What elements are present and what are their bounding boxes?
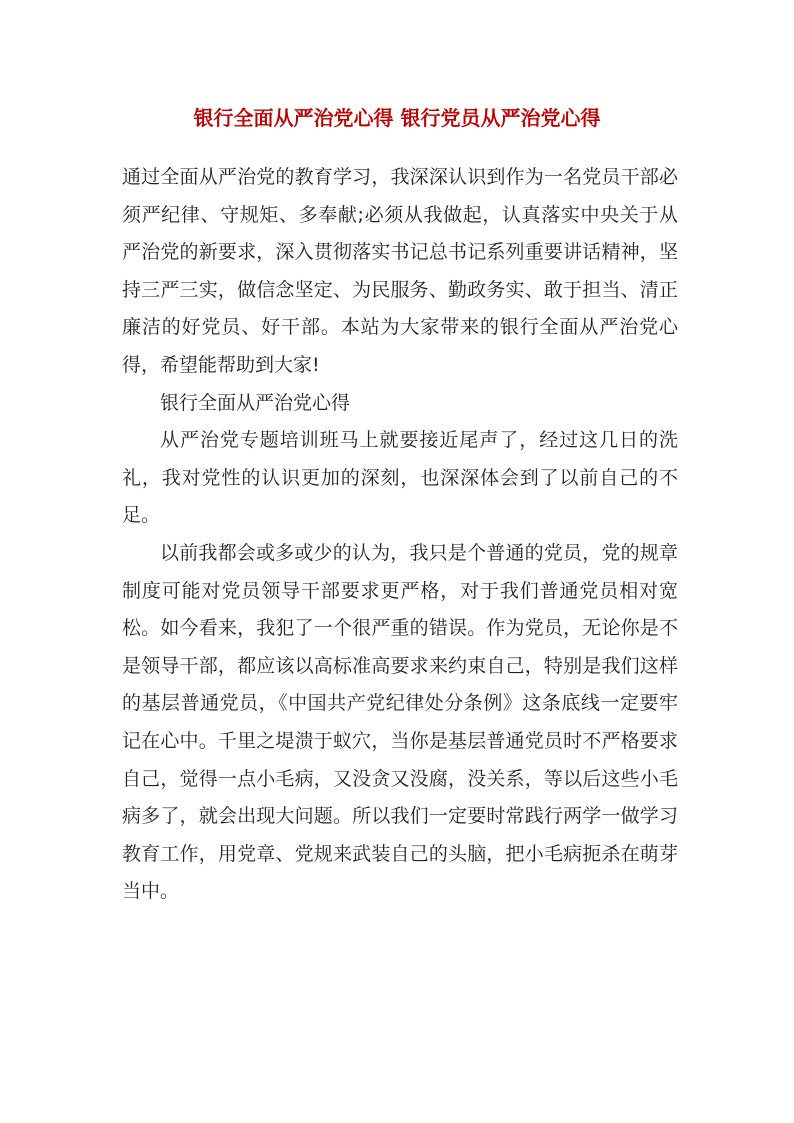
document-title: 银行全面从严治党心得 银行党员从严治党心得: [193, 106, 601, 130]
document-body: [122, 159, 678, 911]
body-paragraph: 以前我都会或多或少的认为，我只是个普通的党员，党的规章制度可能对党员领导干部要求更严格，对于我们普通党员相对宽松。如今看来，我犯了一个很严重的错误。作为党员，无论你是不是领导干部，都应该以高标准高要求来约束自己，特别是我们这样的基层普通党员，《中国共产党纪律处分条例》这条底线一定要牢记在心中。千里之堤溃于蚁穴，当你是基层普通党员时不严格要求自己，觉得一点小毛病，又没贪又没腐，没关系，等以后这些小毛病多了，就会出现大问题。所以我们一定要时常践行两学一做学习教育工作，用党章、党规来武装自己的头脑，把小毛病扼杀在萌芽当中。: [122, 541, 678, 903]
section-heading: 银行全面从严治党心得: [160, 391, 351, 414]
intro-paragraph: 通过全面从严治党的教育学习，我深深认识到作为一名党员干部必须严纪律、守规矩、多奉献;必须从我做起，认真落实中央关于从严治党的新要求，深入贯彻落实书记总书记系列重要讲话精神，坚持三严三实，做信念坚定、为民服务、勤政务实、敢于担当、清正廉洁的好党员、好干部。本站为大家带来的银行全面从严治党心得，希望能帮助到大家!: [122, 166, 678, 376]
body-paragraph: 从严治党专题培训班马上就要接近尾声了，经过这几日的洗礼，我对党性的认识更加的深刻，也深深体会到了以前自己的不足。: [122, 429, 678, 527]
